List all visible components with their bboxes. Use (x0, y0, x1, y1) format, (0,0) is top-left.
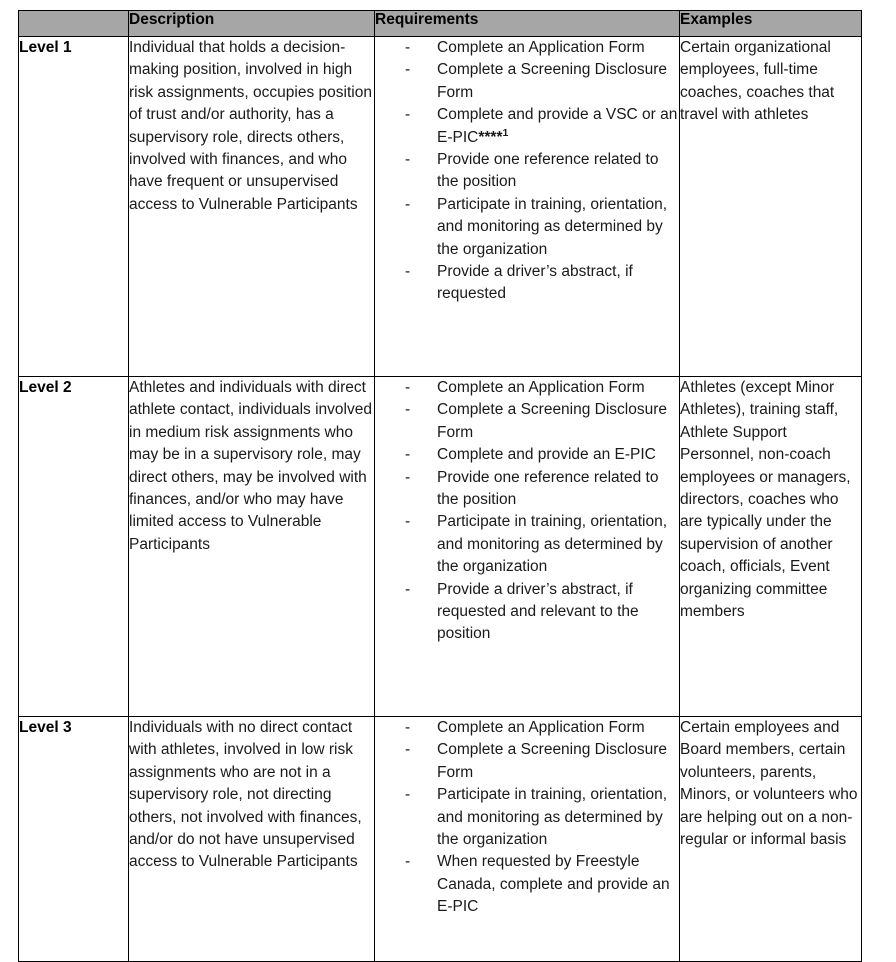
requirements-list (375, 37, 679, 306)
dash-bullet-icon: - (405, 379, 411, 396)
requirement-text: Complete a Screening Disclosure Form (437, 741, 668, 781)
header-row (19, 11, 862, 37)
dash-bullet-icon: - (405, 401, 411, 419)
footnote-number: 1 (502, 126, 509, 139)
screening-levels-table (18, 10, 862, 962)
footnote-asterisks: **** (478, 128, 503, 146)
requirements-list (375, 377, 679, 646)
requirement-item (375, 59, 679, 104)
requirement-item (375, 717, 679, 739)
level-examples: Certain employees and Board members, certain volunteers, parents, Minors, or volunteers who are helping out on a non-regular or informal basis (680, 717, 862, 962)
requirement-item (375, 784, 679, 851)
requirement-text: Participate in training, orientation, and monitoring as determined by the organization (437, 786, 668, 849)
requirement-item (375, 739, 679, 784)
dash-bullet-icon: - (405, 468, 411, 486)
requirement-text: Complete an Application Form (437, 39, 645, 56)
requirement-item (375, 467, 679, 512)
requirement-item (375, 511, 679, 578)
level-requirements (375, 717, 680, 962)
requirement-text: Complete an Application Form (437, 379, 645, 396)
dash-bullet-icon: - (405, 741, 411, 759)
requirement-text: Complete an Application Form (437, 719, 645, 736)
table-row (19, 377, 862, 717)
table-row (19, 717, 862, 962)
dash-bullet-icon: - (405, 106, 411, 124)
dash-bullet-icon: - (405, 580, 411, 598)
requirement-text: Provide one reference related to the position (437, 468, 659, 509)
level-label: Level 1 (19, 37, 129, 377)
dash-bullet-icon: - (405, 195, 411, 213)
requirement-text: Complete a Screening Disclosure Form (437, 401, 668, 441)
requirement-item (375, 149, 679, 194)
dash-bullet-icon: - (405, 61, 411, 79)
requirement-item (375, 37, 679, 59)
requirement-item (375, 104, 679, 149)
requirement-text: Provide a driver’s abstract, if requested (437, 263, 633, 303)
column-header-level (19, 11, 129, 37)
requirement-item (375, 444, 679, 466)
level-examples: Certain organizational employees, full-time coaches, coaches that travel with athletes (680, 37, 862, 377)
requirement-item (375, 851, 679, 918)
requirement-text: Participate in training, orientation, and monitoring as determined by the organization (437, 513, 668, 576)
requirement-text: Participate in training, orientation, and monitoring as determined by the organization (437, 195, 668, 258)
requirement-text: Provide one reference related to the position (437, 151, 659, 191)
column-header-examples: Examples (680, 11, 862, 37)
requirement-item (375, 377, 679, 399)
requirement-text: Provide a driver’s abstract, if requested and relevant to the position (437, 580, 639, 643)
table-row (19, 37, 862, 377)
dash-bullet-icon: - (405, 719, 411, 736)
level-label: Level 3 (19, 717, 129, 962)
requirement-text: Complete and provide an E-PIC (437, 446, 656, 464)
requirements-list (375, 717, 679, 919)
requirement-text: Complete and provide a VSC or an E-PIC (437, 106, 678, 146)
requirement-item (375, 261, 679, 306)
level-description: Individual that holds a decision-making position, involved in high risk assignments, occupies position of trust and/or authority, has a supervisory role, directs others, involved with finances, and who have frequent or unsupervised access to Vulnerable Participants (129, 37, 375, 377)
dash-bullet-icon: - (405, 263, 411, 281)
requirement-item (375, 399, 679, 444)
requirement-item (375, 194, 679, 261)
requirement-text: Complete a Screening Disclosure Form (437, 61, 668, 101)
level-description: Individuals with no direct contact with athletes, involved in low risk assignments who are not in a supervisory role, not directing others, not involved with finances, and/or do not have unsupervised access to Vulnerable Participants (129, 717, 375, 962)
dash-bullet-icon: - (405, 513, 411, 531)
dash-bullet-icon: - (405, 446, 411, 464)
requirement-text: When requested by Freestyle Canada, complete and provide an E-PIC (437, 853, 670, 916)
level-label: Level 2 (19, 377, 129, 717)
table-header (19, 11, 862, 37)
level-description: Athletes and individuals with direct athlete contact, individuals involved in medium risk assignments who may be in a supervisory role, may direct others, may be involved with finances, and/or who may have limited access to Vulnerable Participants (129, 377, 375, 717)
column-header-description: Description (129, 11, 375, 37)
level-requirements (375, 37, 680, 377)
dash-bullet-icon: - (405, 786, 411, 804)
column-header-requirements: Requirements (375, 11, 680, 37)
table-body (19, 37, 862, 962)
dash-bullet-icon: - (405, 853, 411, 871)
dash-bullet-icon: - (405, 151, 411, 169)
level-examples: Athletes (except Minor Athletes), training staff, Athlete Support Personnel, non-coach employees or managers, directors, coaches who are typically under the supervision of another coach, officials, Event organizing committee members (680, 377, 862, 717)
level-requirements (375, 377, 680, 717)
dash-bullet-icon: - (405, 39, 411, 56)
requirement-item (375, 579, 679, 646)
